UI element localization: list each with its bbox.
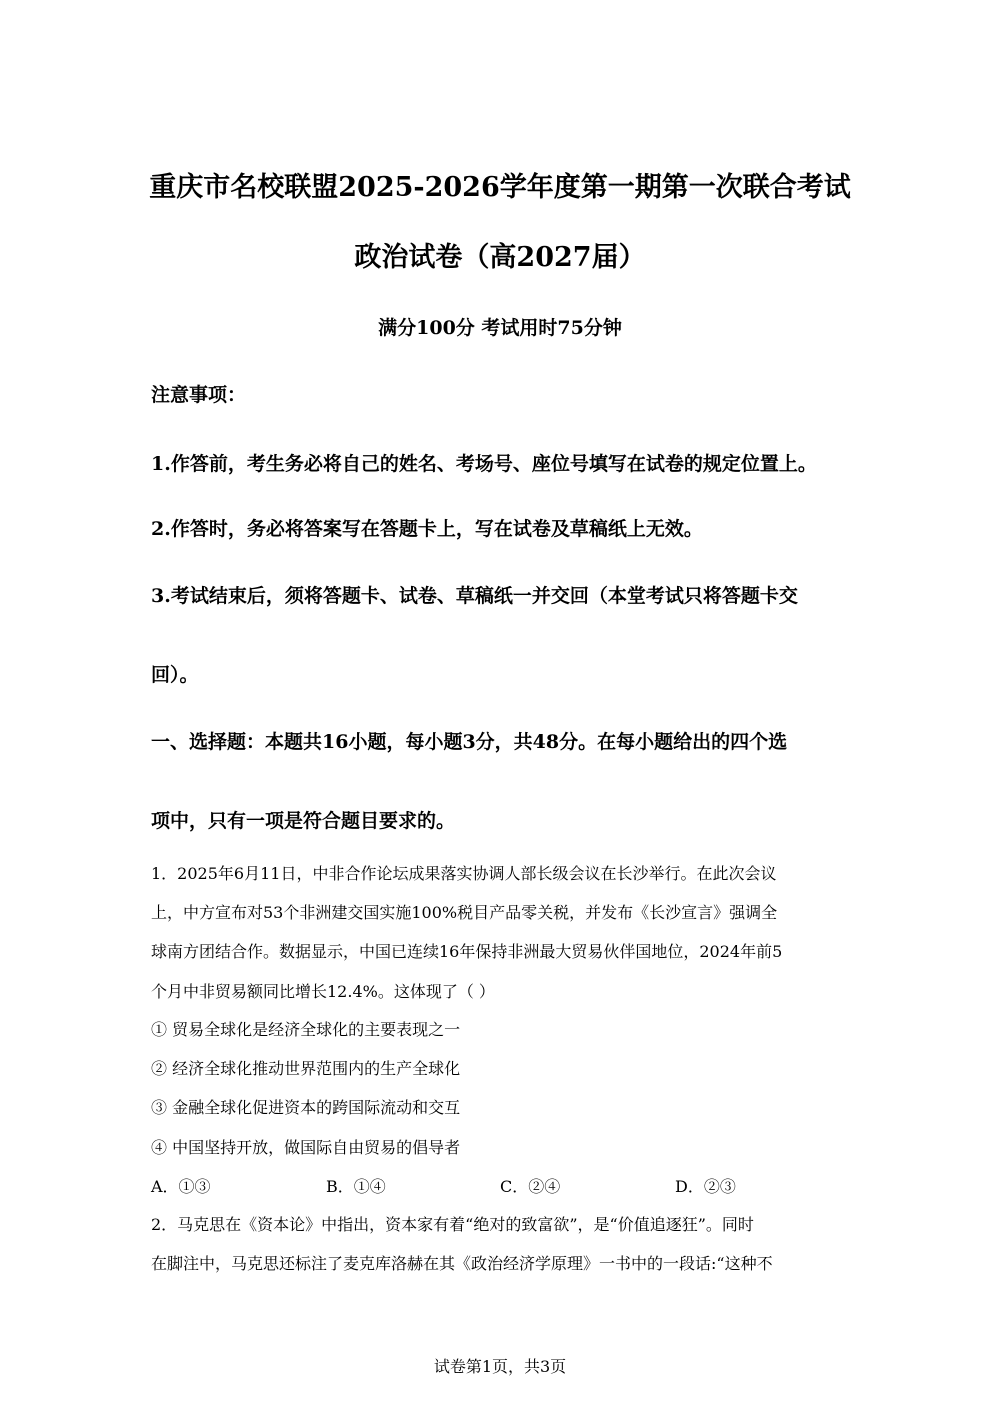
notice-item-3-line1: 3.考试结束后，须将答题卡、试卷、草稿纸一并交回（本堂考试只将答题卡交 (151, 585, 798, 607)
question-1-option-b: B．①④ (326, 1177, 386, 1196)
section-1-heading-line1: 一、选择题：本题共16小题，每小题3分，共48分。在每小题给出的四个选 (151, 731, 788, 753)
question-2-stem-line1: 2．马克思在《资本论》中指出，资本家有着“绝对的致富欲”，是“价值追逐狂”。同时 (151, 1215, 754, 1234)
notice-item-3-line2: 回）。 (151, 664, 199, 686)
question-1-statement-3: ③ 金融全球化促进资本的跨国际流动和交互 (151, 1098, 461, 1117)
question-1-statement-1: ① 贸易全球化是经济全球化的主要表现之一 (151, 1020, 461, 1039)
question-1-option-d: D．②③ (675, 1177, 736, 1196)
question-1-statement-2: ② 经济全球化推动世界范围内的生产全球化 (151, 1059, 461, 1078)
exam-subtitle: 满分100分 考试用时75分钟 (378, 317, 622, 339)
exam-title-line1: 重庆市名校联盟2025-2026学年度第一期第一次联合考试 (149, 172, 851, 203)
notice-item-1: 1.作答前，考生务必将自己的姓名、考场号、座位号填写在试卷的规定位置上。 (151, 453, 817, 475)
question-2-stem-line2: 在脚注中，马克思还标注了麦克库洛赫在其《政治经济学原理》一书中的一段话:“这种不 (151, 1254, 773, 1273)
question-1-stem-line4: 个月中非贸易额同比增长12.4%。这体现了（ ） (151, 982, 495, 1001)
question-1-option-a: A．①③ (151, 1177, 211, 1196)
page-footer: 试卷第1页，共3页 (433, 1357, 567, 1376)
question-1-statement-4: ④ 中国坚持开放，做国际自由贸易的倡导者 (151, 1138, 461, 1157)
question-1-option-c: C．②④ (500, 1177, 561, 1196)
question-1-stem-line3: 球南方团结合作。数据显示，中国已连续16年保持非洲最大贸易伙伴国地位，2024年前5 (151, 942, 783, 961)
question-1-stem-line1: 1．2025年6月11日，中非合作论坛成果落实协调人部长级会议在长沙举行。在此次会议 (151, 864, 777, 883)
notice-item-2: 2.作答时，务必将答案写在答题卡上，写在试卷及草稿纸上无效。 (151, 518, 703, 540)
question-1-stem-line2: 上，中方宣布对53个非洲建交国实施100%税目产品零关税，并发布《长沙宣言》强调全 (151, 903, 778, 922)
section-1-heading-line2: 项中，只有一项是符合题目要求的。 (151, 810, 456, 832)
exam-title-line2: 政治试卷（高2027届） (354, 242, 646, 273)
notice-heading: 注意事项： (151, 384, 247, 406)
